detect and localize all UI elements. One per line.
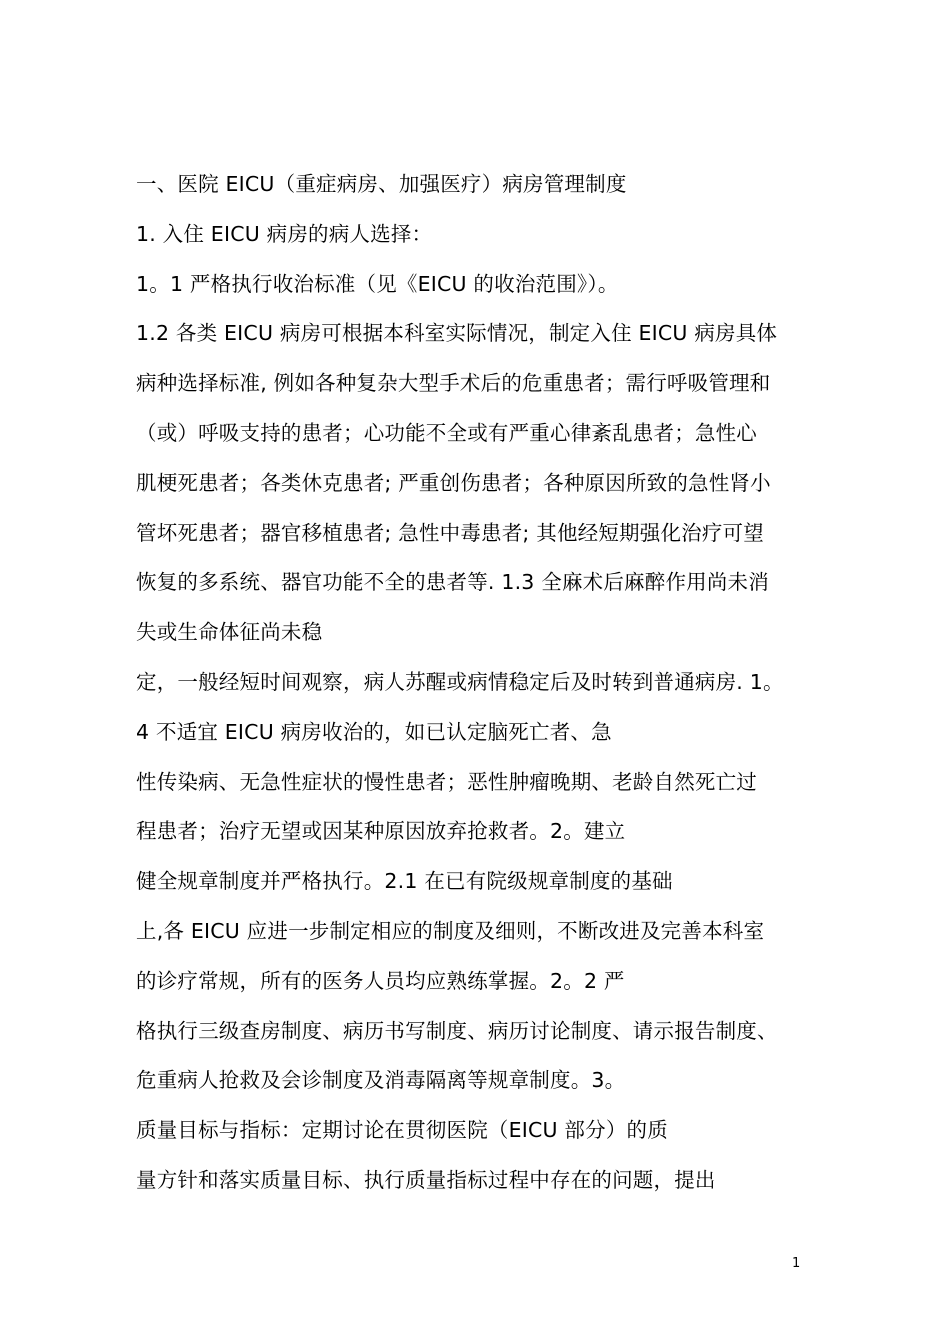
text-line: 病种选择标准, 例如各种复杂大型手术后的危重患者；需行呼吸管理和 bbox=[136, 371, 771, 396]
page-number: 1 bbox=[792, 1256, 801, 1271]
text-line: 失或生命体征尚未稳 bbox=[136, 620, 323, 645]
text-line: （或）呼吸支持的患者；心功能不全或有严重心律紊乱患者；急性心 bbox=[136, 420, 757, 445]
text-line: 管坏死患者；器官移植患者; 急性中毒患者; 其他经短期强化治疗可望 bbox=[136, 520, 764, 545]
text-line: 定，一般经短时间观察，病人苏醒或病情稳定后及时转到普通病房. 1。 bbox=[136, 669, 784, 694]
text-line: 1。1 严格执行收治标准（见《EICU 的收治范围》）。 bbox=[136, 271, 619, 296]
text-line: 上,各 EICU 应进一步制定相应的制度及细则，不断改进及完善本科室 bbox=[136, 918, 765, 943]
text-line: 1.2 各类 EICU 病房可根据本科室实际情况，制定入住 EICU 病房具体 bbox=[136, 321, 778, 346]
text-line: 的诊疗常规，所有的医务人员均应熟练掌握。2。2 严 bbox=[136, 968, 625, 993]
text-line: 1. 入住 EICU 病房的病人选择： bbox=[136, 221, 433, 246]
text-line: 程患者；治疗无望或因某种原因放弃抢救者。2。建立 bbox=[136, 819, 626, 844]
text-line: 4 不适宜 EICU 病房收治的，如已认定脑死亡者、急 bbox=[136, 719, 612, 744]
text-line: 格执行三级查房制度、病历书写制度、病历讨论制度、请示报告制度、 bbox=[136, 1018, 778, 1043]
text-line: 量方针和落实质量目标、执行质量指标过程中存在的问题，提出 bbox=[136, 1167, 716, 1192]
text-line: 肌梗死患者；各类休克患者; 严重创伤患者；各种原因所致的急性肾小 bbox=[136, 470, 771, 495]
text-line: 性传染病、无急性症状的慢性患者；恶性肿瘤晚期、老龄自然死亡过 bbox=[136, 769, 757, 794]
text-line: 恢复的多系统、器官功能不全的患者等. 1.3 全麻术后麻醉作用尚未消 bbox=[136, 570, 769, 595]
text-line: 质量目标与指标：定期讨论在贯彻医院（EICU 部分）的质 bbox=[136, 1118, 668, 1143]
section-heading: 一、医院 EICU（重症病房、加强医疗）病房管理制度 bbox=[136, 172, 627, 196]
text-line: 健全规章制度并严格执行。2.1 在已有院级规章制度的基础 bbox=[136, 869, 673, 894]
document-body bbox=[136, 160, 836, 1206]
text-line: 危重病人抢救及会诊制度及消毒隔离等规章制度。3。 bbox=[136, 1068, 626, 1093]
